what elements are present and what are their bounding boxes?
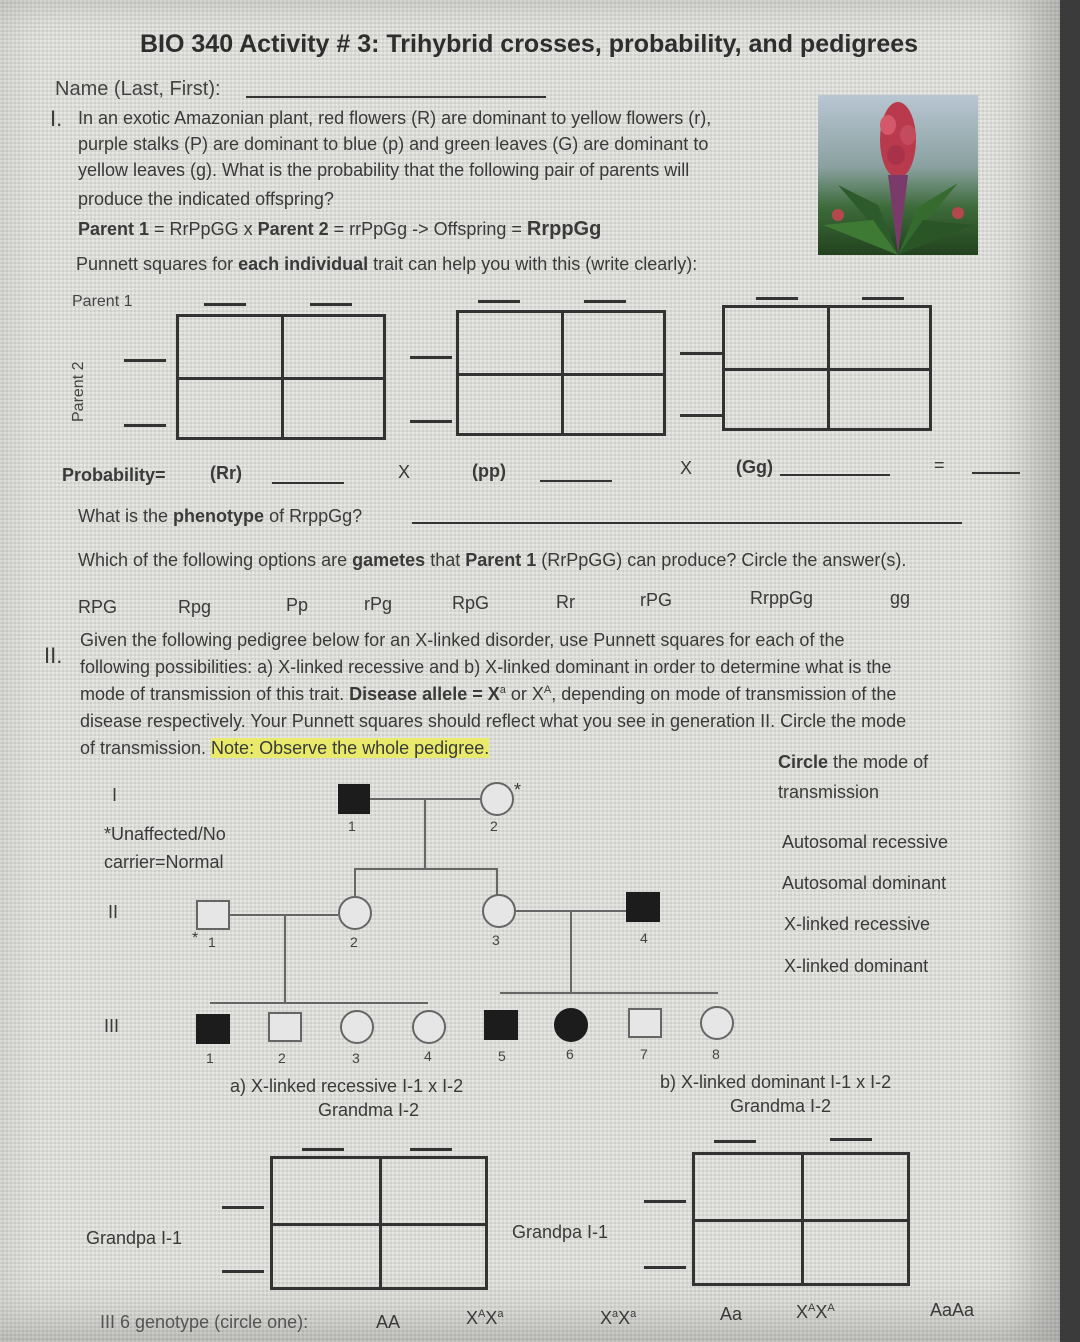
pedigree-I-1-affected-male (338, 784, 370, 814)
gametes-pre: Which of the following options are (78, 550, 353, 570)
q1-line-1: In an exotic Amazonian plant, red flowers (R) are dominant to yellow flowers (r), (78, 108, 712, 128)
part2-numeral: II. (44, 643, 63, 668)
gametes-question (78, 550, 906, 571)
geno-option-XaXa[interactable] (600, 1308, 636, 1329)
q2-line-4: disease respectively. Your Punnett squares should reflect what you see in generation II. Circle the mode (80, 711, 907, 731)
mode-autosomal-dominant[interactable]: Autosomal dominant (782, 873, 947, 893)
pedigree-III-3-female (340, 1010, 374, 1044)
gamete-option-RrppGg[interactable]: RrppGg (750, 588, 814, 608)
note-highlight: Note: Observe the whole pedigree. (211, 738, 490, 758)
punnett-post: trait can help you with this (write clearly): (368, 254, 698, 274)
circle-mode-heading (778, 752, 928, 773)
amazonian-plant-image (818, 95, 978, 255)
circle-bold: Circle (778, 752, 829, 772)
sibship-line-IIIb (500, 992, 718, 994)
xAxA-x1: X (796, 1302, 809, 1322)
II-2-number: 2 (350, 934, 358, 950)
p1-sq2-top-blank-1[interactable] (478, 300, 520, 303)
III-2-number: 2 (278, 1050, 286, 1066)
mode-x-linked-dominant[interactable]: X-linked dominant (784, 956, 929, 976)
II-1-number: 1 (208, 934, 216, 950)
xAxa-x1: X (466, 1308, 479, 1328)
prob-pp-label: (pp) (472, 461, 506, 481)
disease-allele-label: Disease allele = X (349, 684, 500, 704)
xaxa-s1: a (612, 1308, 619, 1320)
pa-top-blank-2[interactable] (410, 1148, 452, 1151)
prob-rr-label: (Rr) (210, 463, 242, 483)
xaxa-s2: a (630, 1308, 637, 1320)
sup-a: a (499, 684, 506, 696)
pedigree-III-2-male (268, 1012, 302, 1042)
part-b-label: b) X-linked dominant I-1 x I-2 (660, 1072, 892, 1092)
sibship-line-II (354, 868, 498, 870)
pedigree-III-7-male (628, 1008, 662, 1038)
part1-numeral: I. (50, 106, 63, 131)
pb-side-blank-1[interactable] (644, 1200, 686, 1203)
q1-line-3: yellow leaves (g). What is the probability that the following pair of parents will (78, 160, 690, 180)
pedigree-III-6-affected-female (554, 1008, 588, 1042)
phenotype-answer-blank[interactable] (412, 522, 962, 524)
q2-line-1: Given the following pedigree below for an X-linked disorder, use Punnett squares for each of the (80, 630, 845, 650)
axis-parent2-label: Parent 2 (70, 361, 87, 422)
descent-line-IIb (570, 910, 572, 994)
name-label: Name (Last, First): (55, 78, 221, 100)
generation-II-label: II (108, 902, 119, 922)
p1-sq1-side-blank-1[interactable] (124, 359, 166, 362)
axis-parent1-label: Parent 1 (72, 293, 133, 310)
II-3-number: 3 (492, 932, 500, 948)
mode-x-linked-recessive[interactable]: X-linked recessive (784, 914, 931, 934)
III-7-number: 7 (640, 1046, 648, 1062)
times-sign-1: X (398, 462, 411, 482)
gametes-mid: that (425, 550, 466, 570)
q1-line-4: produce the indicated offspring? (78, 189, 334, 209)
geno-option-XAXA[interactable] (796, 1302, 835, 1323)
q2-line-3-pre: mode of transmission of this trait. (80, 684, 350, 704)
geno-option-AaAa[interactable]: AaAa (930, 1300, 975, 1320)
III-6-number: 6 (566, 1046, 574, 1062)
parents-line (78, 218, 601, 241)
q2-line-3-post: , depending on mode of transmission of the (551, 684, 897, 704)
q2-line-3 (80, 684, 896, 705)
prob-gg-blank[interactable] (780, 474, 890, 476)
punnett-pre: Punnett squares for (76, 254, 239, 274)
prob-gg-label: (Gg) (736, 457, 773, 477)
pedigree-III-4-female (412, 1010, 446, 1044)
grandpa-b-label: Grandpa I-1 (512, 1222, 609, 1242)
parent1-label: Parent 1 (78, 219, 150, 239)
grandpa-a-label: Grandpa I-1 (86, 1228, 183, 1248)
legend-line-2: carrier=Normal (104, 852, 224, 872)
pedigree-II-2-female (338, 896, 372, 930)
gamete-option-Rr[interactable]: Rr (556, 592, 575, 612)
punnett-square-gg[interactable] (722, 305, 932, 431)
xAxa-s1: A (478, 1308, 486, 1320)
phenotype-pre: What is the (78, 506, 174, 526)
q1-line-2: purple stalks (P) are dominant to blue (p) and green leaves (G) are dominant to (78, 134, 709, 154)
sibship-line-IIIa (210, 1002, 428, 1004)
part-a-label: a) X-linked recessive I-1 x I-2 (230, 1076, 464, 1096)
punnett-square-pp[interactable] (456, 310, 666, 436)
punnett-bold: each individual (238, 254, 369, 274)
parent2-label: Parent 2 (257, 219, 329, 239)
phenotype-question (78, 506, 362, 527)
II-1-star: * (192, 930, 199, 947)
prob-pp-blank[interactable] (540, 480, 612, 482)
I-2-star: * (514, 780, 522, 800)
p1-sq2-side-blank-2[interactable] (410, 420, 452, 423)
p1-sq1-side-blank-2[interactable] (124, 424, 166, 427)
iii6-genotype-label: III 6 genotype (circle one): (100, 1312, 309, 1332)
or-text: or X (505, 684, 544, 704)
drop-II-3 (496, 868, 498, 896)
circle-mode-heading-2: transmission (778, 782, 880, 802)
punnett-square-rr[interactable] (176, 314, 386, 440)
sup-A: A (543, 684, 552, 696)
xAxA-s1: A (808, 1302, 816, 1314)
equals-sign: = (934, 455, 945, 475)
pedigree-III-1-affected-male (196, 1014, 230, 1044)
pedigree-I-2-female (480, 782, 514, 816)
parent1-genotype: = RrPpGG x (149, 219, 258, 239)
gamete-option-Pp[interactable]: Pp (286, 595, 309, 615)
phenotype-bold: phenotype (173, 506, 265, 526)
prob-rr-blank[interactable] (272, 482, 344, 484)
gametes-post: (RrPpGG) can produce? Circle the answer(s). (536, 550, 907, 570)
p1-sq1-top-blank-2[interactable] (310, 303, 352, 306)
part-a-grandma: Grandma I-2 (318, 1100, 420, 1120)
III-3-number: 3 (352, 1050, 360, 1066)
times-sign-2: X (680, 458, 693, 478)
p1-sq3-side-blank-2[interactable] (680, 414, 722, 417)
page-title: BIO 340 Activity # 3: Trihybrid crosses, probability, and pedigrees (140, 30, 919, 58)
geno-option-Aa[interactable]: Aa (720, 1304, 743, 1324)
gamete-option-rPg[interactable]: rPg (364, 594, 393, 614)
generation-I-label: I (112, 785, 118, 805)
gametes-bold-1: gametes (352, 550, 426, 570)
geno-option-XAXa[interactable] (466, 1308, 504, 1329)
mode-autosomal-recessive[interactable]: Autosomal recessive (782, 832, 949, 852)
pb-top-blank-1[interactable] (714, 1140, 756, 1143)
pedigree-II-3-female (482, 894, 516, 928)
p1-sq2-side-blank-1[interactable] (410, 356, 452, 359)
p1-sq2-top-blank-2[interactable] (584, 300, 626, 303)
drop-II-2 (354, 868, 356, 896)
xaxa-x1: X (600, 1308, 613, 1328)
gamete-option-rPG[interactable]: rPG (640, 590, 673, 610)
pa-side-blank-2[interactable] (222, 1270, 264, 1273)
xAxa-s2: a (497, 1308, 504, 1320)
descent-line-IIa (284, 914, 286, 1004)
punnett-instruction (76, 254, 697, 275)
III-4-number: 4 (424, 1048, 432, 1064)
gamete-option-RpG[interactable]: RpG (452, 593, 490, 613)
prob-total-blank[interactable] (972, 472, 1020, 474)
pedigree-III-8-female (700, 1006, 734, 1040)
I-1-number: 1 (348, 818, 356, 834)
name-field[interactable] (246, 96, 546, 98)
legend-line-1: *Unaffected/No (104, 824, 226, 844)
q2-line-5-pre: of transmission. (80, 738, 212, 758)
generation-III-label: III (104, 1016, 120, 1036)
punnett-square-x-recessive[interactable] (270, 1156, 488, 1290)
xAxA-s2: A (827, 1302, 835, 1314)
gamete-option-RPG[interactable]: RPG (78, 597, 118, 617)
p1-sq3-side-blank-1[interactable] (680, 352, 722, 355)
III-1-number: 1 (206, 1050, 214, 1066)
pa-side-blank-1[interactable] (222, 1206, 264, 1209)
gametes-bold-2: Parent 1 (465, 550, 537, 570)
p1-sq1-top-blank-1[interactable] (204, 303, 246, 306)
geno-option-AA[interactable]: AA (376, 1312, 401, 1332)
pedigree-II-4-affected-male (626, 892, 660, 922)
probability-label: Probability= (62, 465, 166, 485)
III-5-number: 5 (498, 1048, 506, 1064)
p1-sq3-top-blank-1[interactable] (756, 297, 798, 300)
descent-line-I (424, 800, 426, 870)
pa-top-blank-1[interactable] (302, 1148, 344, 1151)
pb-side-blank-2[interactable] (644, 1266, 686, 1269)
q2-line-2: following possibilities: a) X-linked recessive and b) X-linked dominant in order to determine what is the (80, 657, 892, 677)
xaxa-x2: X (618, 1308, 631, 1328)
xAxA-x2: X (815, 1302, 828, 1322)
part-b-grandma: Grandma I-2 (730, 1096, 832, 1116)
pedigree-II-1-male (196, 900, 230, 930)
circle-rest-1: the mode of (828, 752, 929, 772)
pb-top-blank-2[interactable] (830, 1138, 872, 1141)
plant-illustration (818, 95, 978, 255)
III-8-number: 8 (712, 1046, 720, 1062)
parent2-genotype: = rrPpGg -> Offspring = (328, 219, 527, 239)
p1-sq3-top-blank-2[interactable] (862, 297, 904, 300)
I-2-number: 2 (490, 818, 498, 834)
pedigree-III-5-affected-male (484, 1010, 518, 1040)
gamete-option-Rpg[interactable]: Rpg (178, 597, 212, 617)
xAxa-x2: X (485, 1308, 498, 1328)
offspring-genotype: RrppGg (526, 218, 602, 240)
q2-line-5 (80, 738, 489, 759)
punnett-square-x-dominant[interactable] (692, 1152, 910, 1286)
phenotype-post: of RrppGg? (264, 506, 363, 526)
gamete-option-gg[interactable]: gg (890, 588, 911, 608)
II-4-number: 4 (640, 930, 648, 946)
